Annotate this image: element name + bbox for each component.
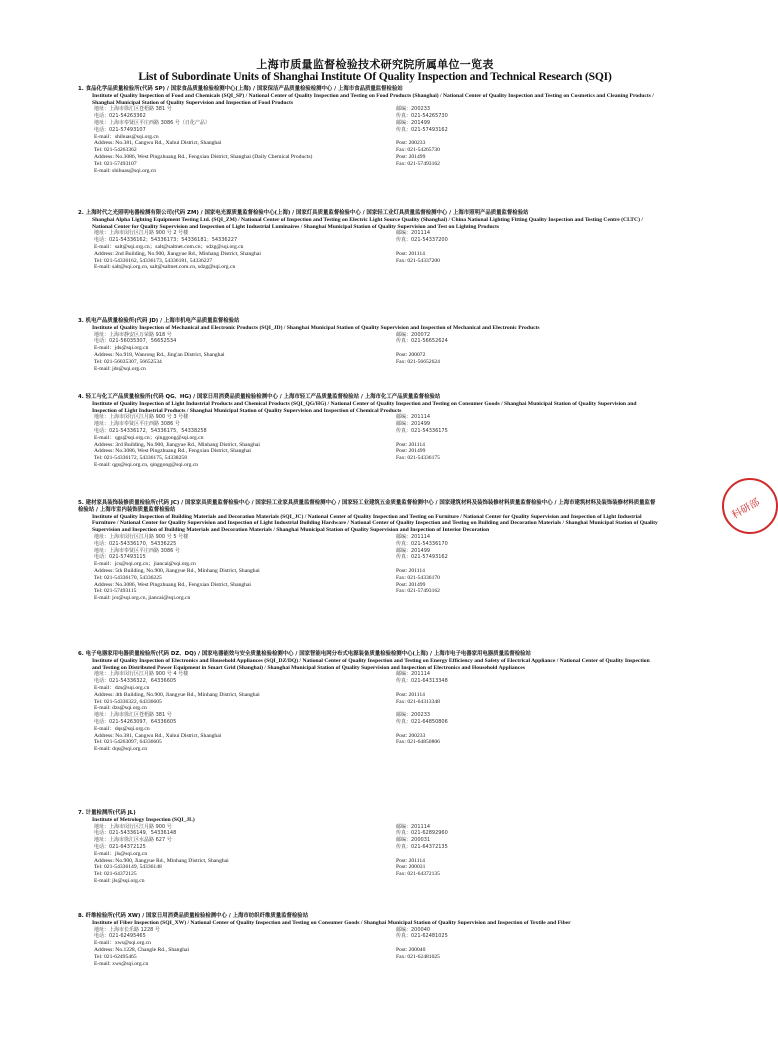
contact-left: Address: No.381, Cangwu Rd., Xuhui District, Shanghai <box>94 732 222 739</box>
contact-left: 电话：021-54336162；54336173；54336181；54336227 <box>94 237 238 244</box>
contact-row <box>78 940 658 947</box>
contact-right: Fax: 021-54336175 <box>396 455 440 462</box>
contact-row <box>78 692 658 699</box>
contact-right: 邮编：201114 <box>396 230 431 237</box>
contact-right: 邮编：201499 <box>396 547 431 554</box>
contact-left: 地址：上海市奉贤区平庄西路 3086 号 <box>94 547 180 554</box>
unit-description: Institute of Metrology Inspection (SQI_JL) <box>92 816 195 823</box>
contact-row <box>78 251 658 258</box>
contact-right: Post: 201114 <box>396 567 425 574</box>
contact-left: 地址：上海市静安区万荣路 918 号 <box>94 331 172 338</box>
contact-left: 电话：021-57493107 <box>94 126 146 133</box>
contact-row <box>78 338 658 345</box>
unit-section <box>78 318 658 372</box>
contact-left: 电话：021-54263362 <box>94 113 146 120</box>
contact-left: Tel: 021-54336322, 64336605 <box>94 698 162 705</box>
contact-row <box>78 244 658 251</box>
contact-row <box>78 746 658 753</box>
contact-left: E-mail：jls@sqi.org.cn <box>94 850 148 857</box>
contact-left: Tel: 021-57493115 <box>94 588 137 595</box>
contact-right: Post: 201499 <box>396 448 426 455</box>
contact-left: Tel: 021-54336170, 54336225 <box>94 574 162 581</box>
contact-right: 传真：021-56652624 <box>396 338 448 345</box>
contact-left: E-mail：salt@sqi.org.cn；salt@saltnet.com.cn；sdzg@sqi.org.cn <box>94 243 244 250</box>
contact-left: Tel: 021-56035307, 56652534 <box>94 358 162 365</box>
contact-left: E-mail: salt@sqi.org.cn, salt@saltnet.com.cn, sdzg@sqi.org.cn <box>94 264 236 271</box>
contact-left: E-mail: shihuas@sqi.org.cn <box>94 167 157 174</box>
contact-left: 地址：上海市闵行区江月路 900 号 <box>94 823 172 830</box>
unit-heading: 2. 上海时代之光照明电器检测有限公司(代码 ZM) / 国家电光源质量监督检验中心(上海) / 国家灯具质量监督检验中心 / 国家轻工业灯具质量监督检测中心 / 上海市照明产品质量监督检验站 <box>78 210 529 216</box>
unit-description: Institute of Quality Inspection of Mechanical and Electronic Products (SQI_JD) / Shanghai Municipal Station of Quality Supervision and Inspection of Mechanical and Electronic Products <box>92 324 540 331</box>
contact-right: Fax: 021-62481025 <box>396 953 440 960</box>
unit-description: Institute of Quality Inspection of Building Materials and Decoration Materials (SQI_JC) / National Center of Quality Inspection and Testing on Furniture / National Center for Quality Supervision and Inspection of Light Industrial Furniture / National Center for Quality Supervision and Inspection of Light Industrial Building Hardware / National Center of Quality Inspection and Testing on Building and Decoration Materials / Shanghai Municipal Station of Quality Supervision and Inspection of Building Materials and Decoration Materials / Shanghai Municipal Station of Quality Supervision and Inspection of Interior Decoration <box>92 513 658 534</box>
contact-right: Post: 201114 <box>396 857 425 864</box>
contact-row <box>78 739 658 746</box>
contact-left: Tel: 021-54336149, 54336148 <box>94 864 162 871</box>
unit-description: Institute of Quality Inspection of Light Industrial Products and Chemical Products (SQI_QG/HG) / National Center of Quality Inspection and Testing on Consumer Goods / Shanghai Municipal Station of Quality Supervision and Inspection of Light Industrial Products / Shanghai Municipal Station of Quality Supervision and Inspection of Chemical Products <box>92 400 637 414</box>
contact-row <box>78 678 658 685</box>
unit-heading: 4. 轻工与化工产品质量检验所(代码 QG、HG) / 国家日用消费品质量检验检测中心 / 上海市轻工产品质量监督检验站 / 上海市化工产品质量监督检验站 <box>78 394 441 400</box>
unit-heading: 3. 机电产品质量检验所(代码 JD) / 上海市机电产品质量监督检验站 <box>78 318 240 324</box>
unit-description: Institute of Quality Inspection of Electronics and Household Appliances (SQI_DZ/DQ) / National Center of Quality Inspection and Testing on Energy Efficiency and Safety of Electrical Appliance / National Center of Quality Inspection and Testing on Distributed Power Equipment in Smart Grid (Shanghai) / Shanghai Municipal Station of Quality Supervision and Inspection of Electronics and Household Appliances <box>92 657 650 671</box>
contact-left: 电话：021-54336322，64336605 <box>94 678 177 685</box>
unit-heading: 8. 纤维检验所(代码 XW) / 国家日用消费品质量检验检测中心 / 上海市纺织纤维质量监督检验站 <box>78 913 309 919</box>
unit-section <box>78 913 658 967</box>
contact-right: Post: 200233 <box>396 732 426 739</box>
contact-row <box>78 127 658 134</box>
contact-right: Fax: 021-64313348 <box>396 698 440 705</box>
contact-row <box>78 699 658 706</box>
contact-right: 邮编：200072 <box>396 331 431 338</box>
contact-row <box>78 878 658 885</box>
contact-right: Fax: 021-57493162 <box>396 160 440 167</box>
contact-right: 传真：021-54337200 <box>396 237 448 244</box>
contact-row <box>78 442 658 449</box>
contact-right: Fax: 021-56652624 <box>396 358 440 365</box>
contact-right: 邮编：201114 <box>396 533 431 540</box>
contact-row <box>78 582 658 589</box>
contact-left: E-mail: jls@sqi.org.cn <box>94 877 145 884</box>
contact-right: Post: 201114 <box>396 250 425 257</box>
unit-heading: 5. 建材家具装饰装修质量检验所(代码 JC) / 国家家具质量监督检验中心 / 国家轻工业家具质量监督检测中心 / 国家轻工业建筑五金质量监督检测中心 / 国家建筑材料及装饰装修材料质量监督检验中心 / 上海市建筑材料及装饰装修材料质量监督检验站 / 上海市室内装饰质量监督检验站 <box>78 500 656 513</box>
contact-left: E-mail：jcs@sqi.org.cn；jiancai@sqi.org.cn <box>94 561 196 568</box>
contact-right: 传真：021-57493162 <box>396 554 448 561</box>
contact-right: 邮编：201499 <box>396 421 431 428</box>
contact-left: 地址：上海市闵行区江月路 900 号 4 号楼 <box>94 671 189 678</box>
contact-row <box>78 864 658 871</box>
contact-left: 电话：021-54336149，54336148 <box>94 830 177 837</box>
title-chinese: 上海市质量监督检验技术研究院所属单位一览表 <box>256 58 494 71</box>
contact-row <box>78 455 658 462</box>
contact-left: 电话：021-62495465 <box>94 933 146 940</box>
contact-row <box>78 961 658 968</box>
contact-left: Address: No.381, Cangwu Rd., Xuhui District, Shanghai <box>94 140 222 147</box>
contact-right: 邮编：200031 <box>396 837 431 844</box>
title-english: List of Subordinate Units of Shanghai Institute Of Quality Inspection and Technical Research (SQI) <box>138 70 612 83</box>
contact-right: Post: 200072 <box>396 351 426 358</box>
contact-right: Post: 200233 <box>396 140 426 147</box>
contact-left: 地址：上海市奉贤区平庄西路 3086 号 <box>94 421 180 428</box>
unit-section <box>78 651 658 753</box>
contact-left: E-mail: dzs@sqi.org.cn <box>94 705 147 712</box>
contact-right: 传真：021-64850806 <box>396 718 448 725</box>
contact-left: Address: No.1228, Changle Rd., Shanghai <box>94 946 190 953</box>
contact-row <box>78 712 658 719</box>
contact-row <box>78 554 658 561</box>
contact-row <box>78 258 658 265</box>
contact-right: 传真：021-54336175 <box>396 427 448 434</box>
contact-row <box>78 154 658 161</box>
contact-left: Address: 2nd Building, No.900, Jiangyue Rd., Minhang District, Shanghai <box>94 250 261 257</box>
contact-left: Tel: 021-54336162, 54336173, 54336181, 54336227 <box>94 257 213 264</box>
contact-right: Fax: 021-54336170 <box>396 574 440 581</box>
contact-right: 邮编：200040 <box>396 926 431 933</box>
contact-left: Address: No.3086, West Pingzhuang Rd., Fengxian District, Shanghai <box>94 581 251 588</box>
contact-right: Post: 201114 <box>396 441 425 448</box>
contact-row <box>78 421 658 428</box>
contact-right: 邮编：201114 <box>396 823 431 830</box>
unit-section <box>78 810 658 885</box>
contact-row <box>78 933 658 940</box>
contact-row <box>78 548 658 555</box>
red-seal-stamp <box>722 478 778 534</box>
contact-left: Address: No.3086, West Pingzhuang Rd., Fengxian District, Shanghai (Daily Chemical Products) <box>94 153 313 160</box>
contact-right: 邮编：201114 <box>396 414 431 421</box>
unit-section <box>78 394 658 469</box>
unit-section <box>78 210 658 271</box>
contact-row <box>78 366 658 373</box>
contact-row <box>78 947 658 954</box>
contact-row <box>78 448 658 455</box>
contact-left: E-mail: qgs@sqi.org.cn, qinggong@sqi.org.cn <box>94 461 199 468</box>
contact-left: 电话：021-54336170，54336225 <box>94 540 177 547</box>
contact-row <box>78 168 658 175</box>
contact-left: Tel: 021-62495465 <box>94 953 137 960</box>
contact-row <box>78 844 658 851</box>
contact-right: 传真：021-57493162 <box>396 126 448 133</box>
contact-left: Tel: 021-54336172, 54336175, 54338258 <box>94 455 187 462</box>
contact-left: 电话：021-54336172，54336175，54338258 <box>94 427 207 434</box>
contact-left: Address: No.900, Jiangyue Rd., Minhang District, Shanghai <box>94 857 229 864</box>
contact-left: E-mail: jds@sqi.org.cn <box>94 365 146 372</box>
contact-right: 邮编：201499 <box>396 119 431 126</box>
contact-row <box>78 575 658 582</box>
contact-left: E-mail：dqs@sqi.org.cn <box>94 725 150 732</box>
contact-row <box>78 595 658 602</box>
contact-left: E-mail：xws@sqi.org.cn <box>94 940 151 947</box>
contact-row <box>78 161 658 168</box>
contact-left: E-mail：dzs@sqi.org.cn <box>94 684 150 691</box>
contact-row <box>78 726 658 733</box>
contact-row <box>78 140 658 147</box>
unit-section <box>78 86 658 174</box>
contact-left: 电话：021-64372125 <box>94 843 146 850</box>
contact-row <box>78 871 658 878</box>
contact-left: Address: No.918, Wanrong Rd., Jing'an District, Shanghai <box>94 351 225 358</box>
contact-row <box>78 851 658 858</box>
contact-left: 地址：上海市徐汇区苍梧路 381 号 <box>94 712 172 719</box>
contact-right: Fax: 021-57493162 <box>396 588 440 595</box>
contact-row <box>78 462 658 469</box>
contact-left: Address: 3rd Building, No.900, Jiangyue Rd., Minhang District, Shanghai <box>94 441 260 448</box>
unit-heading: 1. 食品化学品质量检验所(代码 SP) / 国家食品质量检验检测中心(上海) / 国家保洁产品质量检验检测中心 / 上海市食品质量监督检验站 <box>78 86 403 92</box>
contact-left: 电话：021-56035307，56652534 <box>94 338 177 345</box>
contact-right: Post: 201114 <box>396 691 425 698</box>
contact-right: Fax: 021-54337200 <box>396 257 440 264</box>
contact-left: 地址：上海市长乐路 1228 号 <box>94 926 160 933</box>
contact-right: Fax: 021-54265730 <box>396 147 440 154</box>
contact-right: 传真：021-54265730 <box>396 113 448 120</box>
contact-row <box>78 345 658 352</box>
contact-row <box>78 541 658 548</box>
contact-left: E-mail: dqs@sqi.org.cn <box>94 746 148 753</box>
contact-row <box>78 719 658 726</box>
contact-left: Tel: 021-54263097, 64336605 <box>94 739 162 746</box>
contact-left: 地址：上海市闵行区江月路 900 号 3 号楼 <box>94 414 189 421</box>
contact-right: Post: 200031 <box>396 864 426 871</box>
unit-description: Shanghai Alpha Lighting Equipment Testing Ltd. (SQI_ZM) / National Center of Inspection and Testing on Electric Light Source Quality (Shanghai) / China National Lighting Fitting Quality Inspection and Testing Centre (CLTC) / National Center for Quality Supervision and Inspection of Light Industrial Luminaires / Shanghai Municipal Station of Quality Supervision and Test on Lighting Products <box>92 216 643 230</box>
contact-left: 地址：上海市徐汇区水晶路 627 号 <box>94 837 172 844</box>
contact-right: 传真：021-62481025 <box>396 933 448 940</box>
contact-row <box>78 134 658 141</box>
contact-left: 地址：上海市徐汇区苍梧路 381 号 <box>94 106 172 113</box>
contact-left: 地址：上海市闵行区江月路 900 号 5 号楼 <box>94 533 189 540</box>
contact-row <box>78 106 658 113</box>
contact-left: Address: No.3086, West Pingzhuang Rd., Fengxian District, Shanghai <box>94 448 251 455</box>
contact-right: Post: 201499 <box>396 581 426 588</box>
contact-right: 邮编：200233 <box>396 712 431 719</box>
contact-right: 传真：021-54336170 <box>396 540 448 547</box>
contact-row <box>78 352 658 359</box>
contact-left: Tel: 021-57493107 <box>94 160 137 167</box>
contact-row <box>78 113 658 120</box>
contact-left: Tel: 021-54263362 <box>94 147 137 154</box>
contact-row <box>78 733 658 740</box>
contact-left: E-mail: jcs@sqi.org.cn, jiancai@sqi.org.cn <box>94 595 191 602</box>
contact-row <box>78 428 658 435</box>
contact-right: 传真：021-62892960 <box>396 830 448 837</box>
contact-right: Post: 200040 <box>396 946 426 953</box>
contact-row <box>78 685 658 692</box>
contact-row <box>78 927 658 934</box>
contact-row <box>78 561 658 568</box>
contact-left: 电话：021-57493115 <box>94 554 146 561</box>
contact-right: 邮编：201114 <box>396 671 431 678</box>
contact-row <box>78 435 658 442</box>
contact-row <box>78 568 658 575</box>
contact-row <box>78 534 658 541</box>
contact-left: E-mail：jds@sqi.org.cn <box>94 345 149 352</box>
contact-left: E-mail: xws@sqi.org.cn <box>94 960 149 967</box>
contact-row <box>78 237 658 244</box>
contact-left: 电话：021-54263097，64336605 <box>94 718 177 725</box>
contact-left: 地址：上海市奉贤区平庄西路 3086 号（日化产品） <box>94 119 210 126</box>
contact-right: Fax: 021-64850806 <box>396 739 440 746</box>
unit-heading: 7. 计量检测所(代码 JL) <box>78 810 136 816</box>
contact-right: Fax: 021-64372135 <box>396 871 440 878</box>
unit-description: Institute of Quality Inspection of Food and Chemicals (SQI_SP) / National Center of Quality Inspection and Testing on Food Products (Shanghai) / National Center of Quality Inspection and Testing on Cosmetics and Cleaning Products / Shanghai Municipal Station of Quality Supervision and Inspection of Food Products <box>92 92 654 106</box>
unit-heading: 6. 电子电器家用电器质量检验所(代码 DZ、DQ) / 国家电器能效与安全质量检验检测中心 / 国家智能电网分布式电源装备质量检验检测中心(上海) / 上海市电子电器家用电器质量监督检验站 <box>78 651 531 657</box>
contact-right: Post: 201499 <box>396 153 426 160</box>
contact-right: 传真：021-64372135 <box>396 843 448 850</box>
unit-section <box>78 500 658 602</box>
contact-left: E-mail：shihuas@sqi.org.cn <box>94 133 159 140</box>
contact-row <box>78 264 658 271</box>
contact-left: Address: 5th Building, No.900, Jiangyue Rd., Minhang District, Shanghai <box>94 567 260 574</box>
contact-left: Address: 4th Building, No.900, Jiangyue Rd., Minhang District, Shanghai <box>94 691 260 698</box>
contact-right: 邮编：200233 <box>396 106 431 113</box>
contact-row <box>78 837 658 844</box>
contact-row <box>78 588 658 595</box>
contact-left: 地址：上海市闵行区江月路 900 号 2 号楼 <box>94 230 189 237</box>
contact-row <box>78 359 658 366</box>
contact-row <box>78 120 658 127</box>
contact-row <box>78 954 658 961</box>
contact-left: Tel: 021-64372125 <box>94 871 137 878</box>
contact-row <box>78 147 658 154</box>
unit-description: Institute of Fiber Inspection (SQI_XW) / National Center of Quality Inspection and Testing on Consumer Goods / Shanghai Municipal Station of Quality Supervision and Inspection of Textile and Fiber <box>92 919 571 926</box>
contact-right: 传真：021-64313348 <box>396 678 448 685</box>
contact-row <box>78 858 658 865</box>
seal-text: 科研部 <box>730 496 762 522</box>
contact-left: E-mail：qgs@sqi.org.cn；qinggong@sqi.org.cn <box>94 434 204 441</box>
